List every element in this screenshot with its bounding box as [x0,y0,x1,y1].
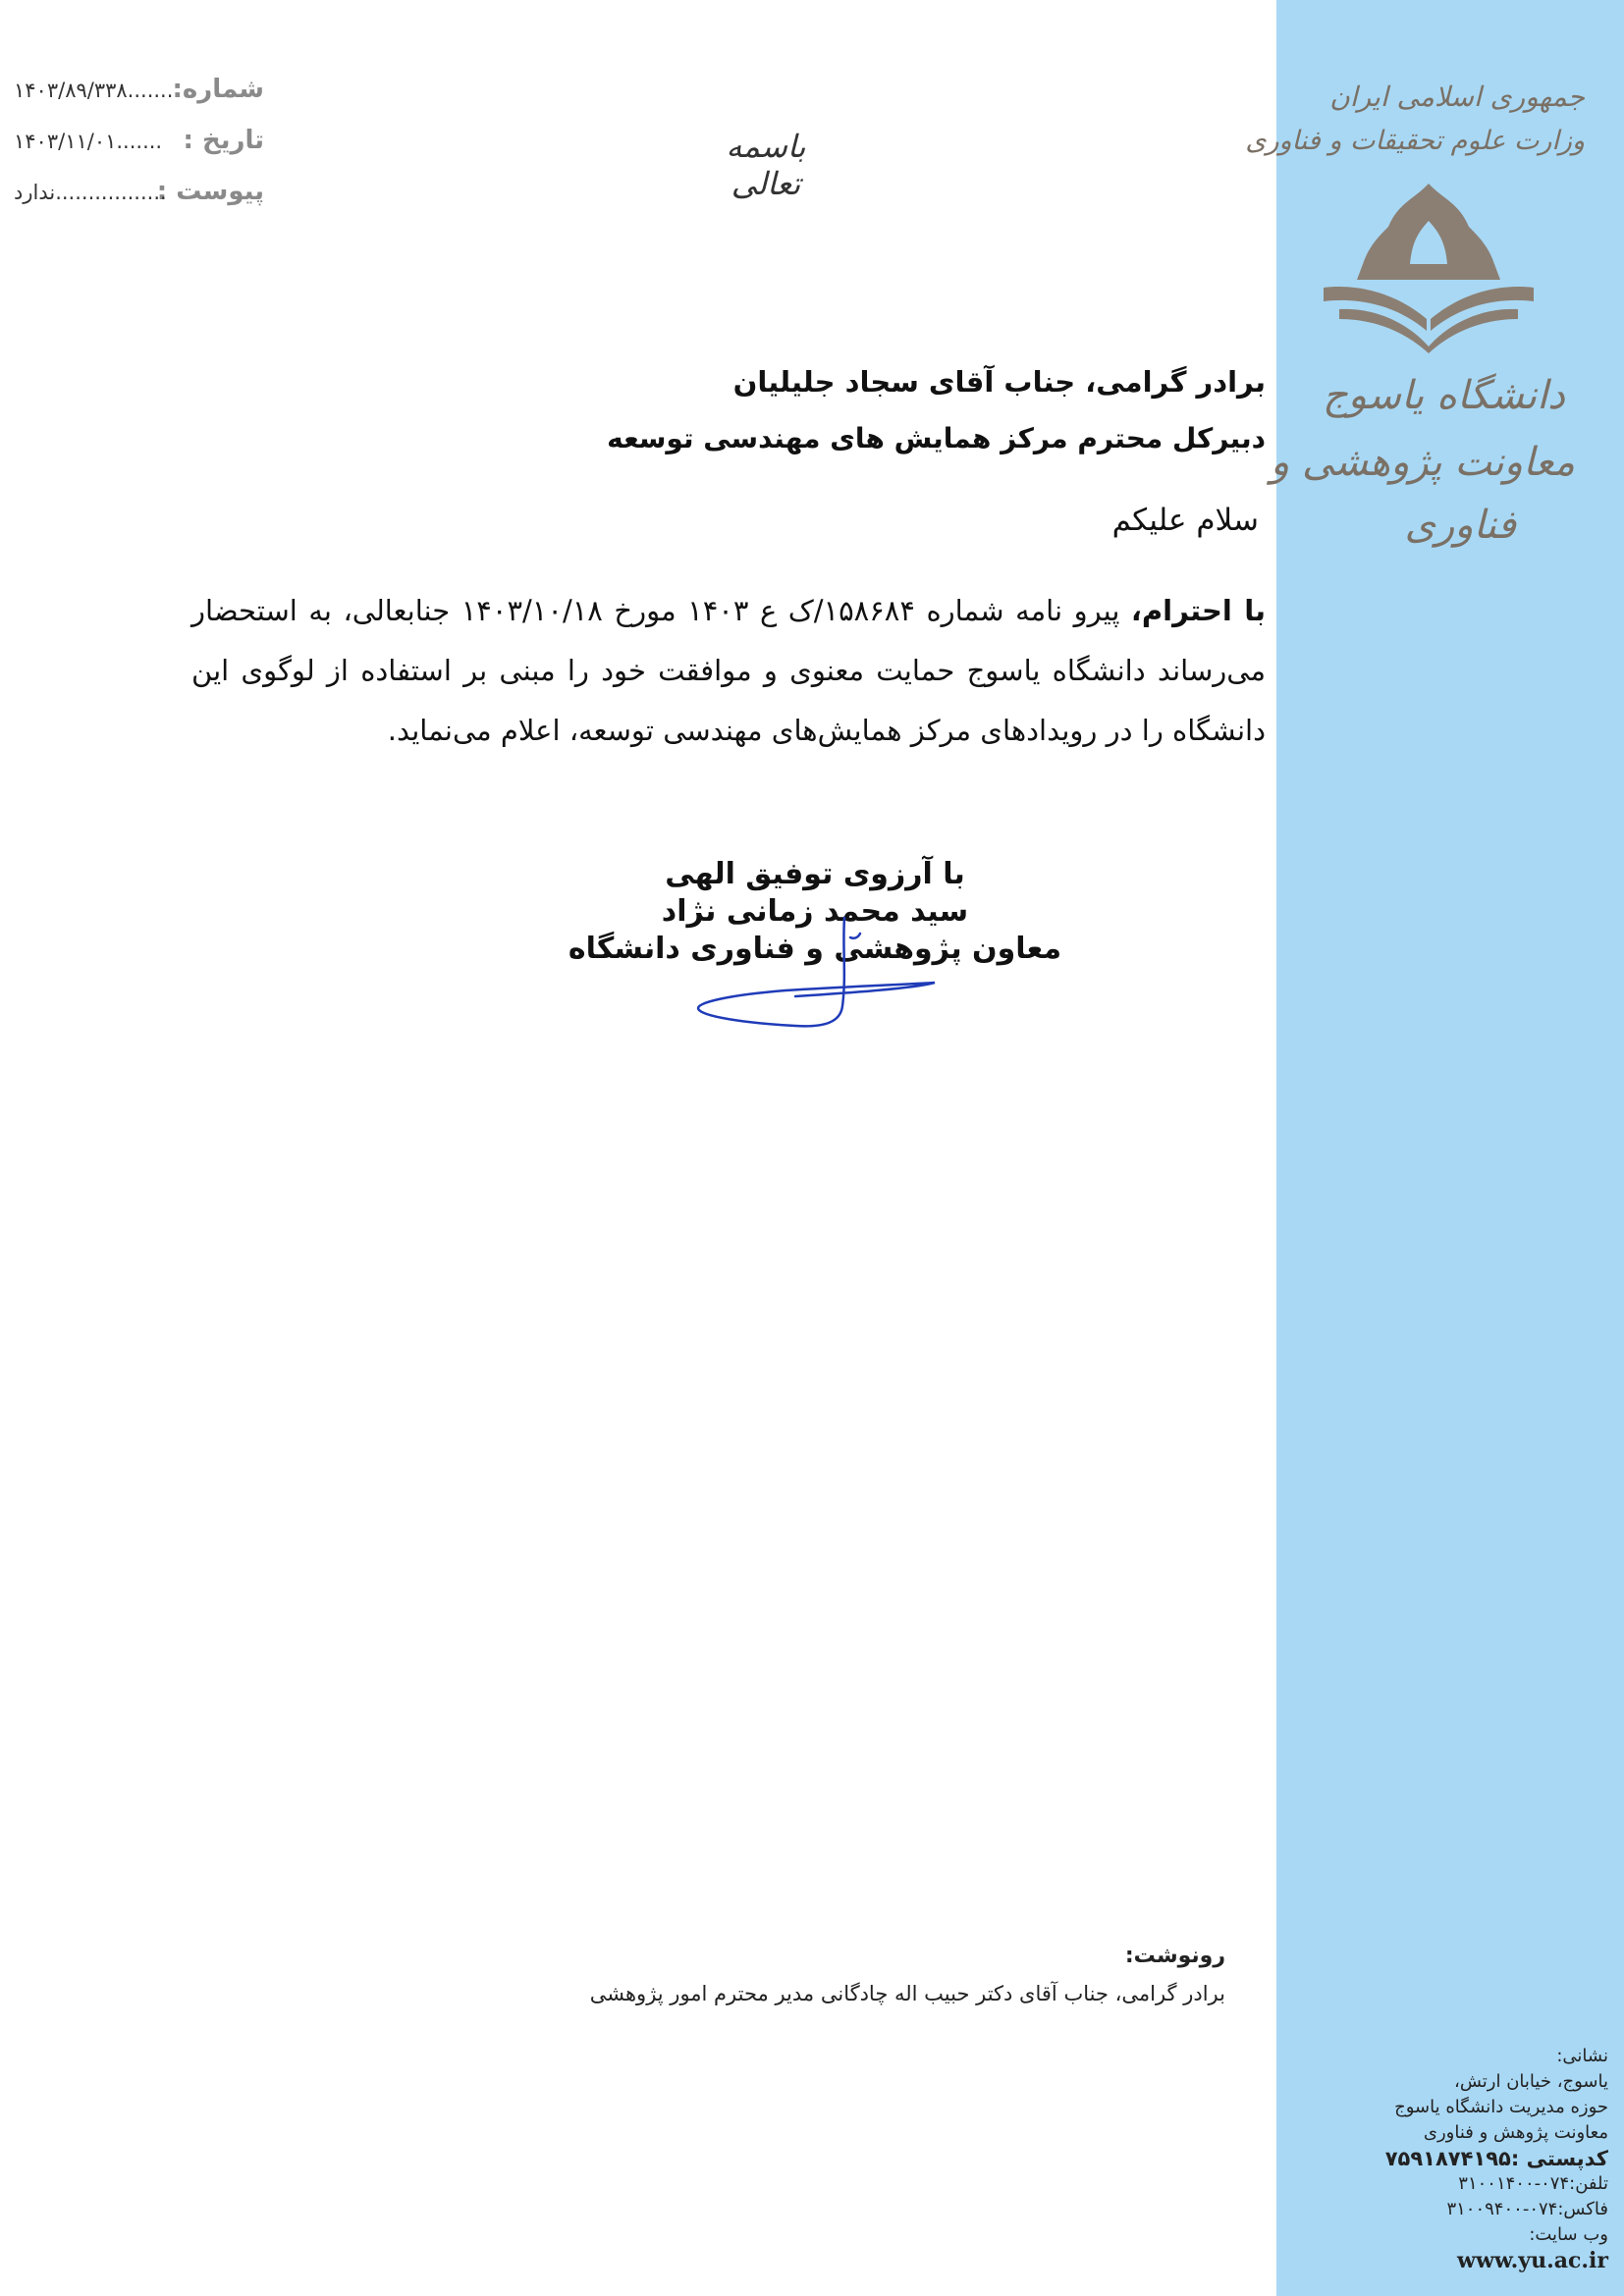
recipient-title: دبیرکل محترم مرکز همایش های مهندسی توسعه [607,422,1266,454]
website-label: وب سایت: [1529,2224,1608,2245]
logo-book-right [1431,287,1534,331]
logo-book-left [1324,287,1427,331]
logo-book-base [1339,309,1518,353]
website-link[interactable]: www.yu.ac.ir [1457,2248,1608,2273]
address-block [1375,2044,1608,2273]
letter-number-value: ۱۴۰۳/۸۹/۳۳۸....... [14,79,174,102]
letter-date-label: تاریخ : [183,126,264,155]
ministry-title: وزارت علوم تحقیقات و فناوری [1245,126,1585,156]
fax-number: فاکس:۰۷۴-۳۱۰۰۹۴۰۰ [1446,2199,1608,2219]
letter-number-row [14,75,264,112]
deputy-title-line1: معاونت پژوهشی و [1270,440,1575,485]
letter-date-row [14,126,264,163]
cc-title: رونوشت: [1124,1944,1225,1968]
postal-code: کدپستی :۷۵۹۱۸۷۴۱۹۵ [1384,2147,1608,2170]
phone-number: تلفن:۰۷۴-۳۱۰۰۱۴۰۰ [1458,2173,1608,2194]
address-line: معاونت پژوهش و فناوری [1423,2122,1608,2143]
signatory-title: معاون پژوهشی و فناوری دانشگاه [568,932,1062,966]
cc-block [590,1944,1225,2005]
attachment-value: ندارد................. [14,181,167,204]
body-text: پیرو نامه شماره ۱۵۸۶۸۴/ک ع ۱۴۰۳ مورخ ۱۴۰۳/۱۰/۱۸ جنابعالی، به استحضار می‌رساند دانشگاه یاسوج حمایت معنوی و موافقت خود را مبنی بر استفاده از لوگوی این دانشگاه را در رویدادهای مرکز همایش‌های مهندسی توسعه، اعلام می‌نماید. [191,594,1266,747]
university-name: دانشگاه یاسوج [1322,373,1565,418]
university-logo [1316,182,1542,353]
letter-number-label: شماره: [172,75,264,104]
body-lead: با احترام، [1130,594,1266,627]
cc-recipient: برادر گرامی، جناب آقای دکتر حبیب اله چادگانی مدیر محترم امور پژوهشی [589,1982,1225,2005]
deputy-title-line2: فناوری [1404,503,1516,548]
recipient-name: برادر گرامی، جناب آقای سجاد جلیلیان [732,365,1266,399]
basmala-heading: باسمه تعالی [726,128,806,202]
attachment-label: پیوست : [156,177,264,206]
government-title: جمهوری اسلامی ایران [1329,80,1585,113]
address-label: نشانی: [1556,2046,1608,2066]
letter-body [191,581,1266,761]
handwritten-signature [677,908,972,1036]
logo-dome [1357,184,1500,280]
greeting: سلام علیکم [1111,503,1259,538]
signatory-name: سید محمد زمانی نژاد [661,894,969,929]
address-line: یاسوج، خیابان ارتش، [1454,2071,1608,2092]
letter-date-value: ۱۴۰۳/۱۱/۰۱....... [14,130,163,153]
closing-line: با آرزوی توفیق الهی [665,857,965,891]
attachment-row [14,177,264,214]
address-line: حوزه مدیریت دانشگاه یاسوج [1394,2097,1608,2117]
